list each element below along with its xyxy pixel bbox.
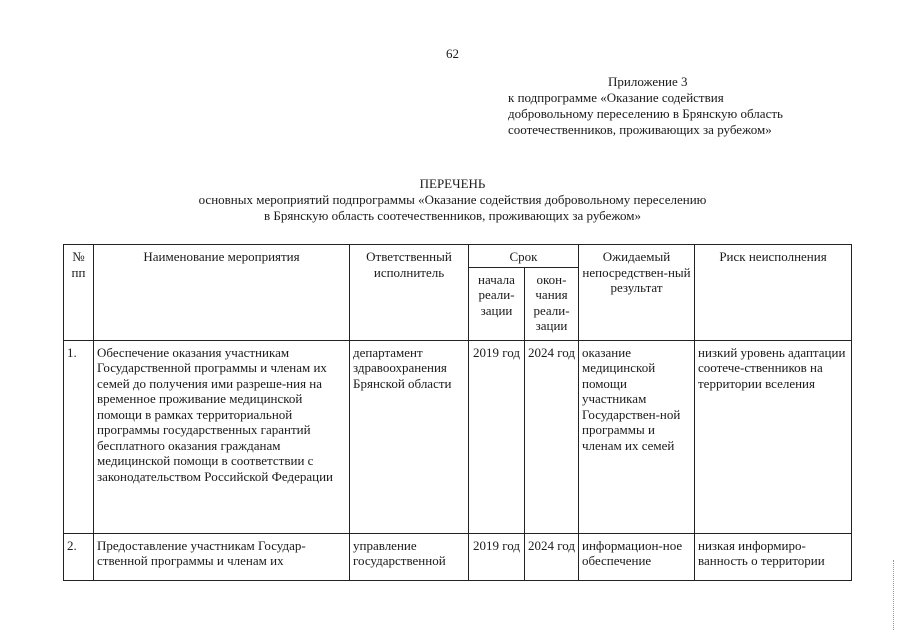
row-name: Предоставление участникам Государ-ственной программы и членам их	[94, 533, 350, 580]
header-end: окон-чания реали-зации	[525, 267, 579, 340]
scan-edge-mark	[893, 560, 895, 630]
row-result: информацион-ное обеспечение	[579, 533, 695, 580]
row-end: 2024 год	[525, 533, 579, 580]
header-name: Наименование мероприятия	[94, 245, 350, 341]
appendix-note	[508, 74, 848, 138]
row-executor: управление государственной	[350, 533, 469, 580]
header-num: № пп	[64, 245, 94, 341]
header-result: Ожидаемый непосредствен-ный результат	[579, 245, 695, 341]
row-end: 2024 год	[525, 340, 579, 533]
document-heading	[0, 176, 905, 224]
appendix-line-3: соотечественников, проживающих за рубежом»	[508, 122, 772, 137]
row-start: 2019 год	[469, 533, 525, 580]
row-num: 1.	[64, 340, 94, 533]
events-table	[63, 244, 852, 581]
heading-line-1: основных мероприятий подпрограммы «Оказание содействия добровольному переселению	[198, 192, 707, 207]
heading-line-2: в Брянскую область соотечественников, проживающих за рубежом»	[263, 208, 642, 223]
row-risk: низкая информиро-ванность о территории	[695, 533, 852, 580]
row-risk: низкий уровень адаптации соотече-ственников на территории вселения	[695, 340, 852, 533]
row-executor: департамент здравоохранения Брянской области	[350, 340, 469, 533]
header-risk: Риск неисполнения	[695, 245, 852, 341]
table-row	[64, 340, 852, 533]
header-term: Срок	[469, 245, 579, 268]
heading-title: ПЕРЕЧЕНЬ	[419, 176, 486, 191]
appendix-line-1: к подпрограмме «Оказание содействия	[508, 90, 724, 105]
table-header-row	[64, 245, 852, 268]
header-executor: Ответственный исполнитель	[350, 245, 469, 341]
row-start: 2019 год	[469, 340, 525, 533]
row-num: 2.	[64, 533, 94, 580]
header-start: начала реали-зации	[469, 267, 525, 340]
row-result: оказание медицинской помощи участникам Государствен-ной программы и членам их семей	[579, 340, 695, 533]
table-row	[64, 533, 852, 580]
row-name: Обеспечение оказания участникам Государственной программы и членам их семей до получения ими разреше-ния на временное проживание медицинской помощи в рамках территориальной программы государственных гарантий бесплатного оказания гражданам медицинской помощи в соответствии с законодательством Российской Федерации	[94, 340, 350, 533]
page-number: 62	[446, 46, 459, 61]
appendix-title: Приложение 3	[608, 74, 688, 89]
appendix-line-2: добровольному переселению в Брянскую область	[508, 106, 783, 121]
